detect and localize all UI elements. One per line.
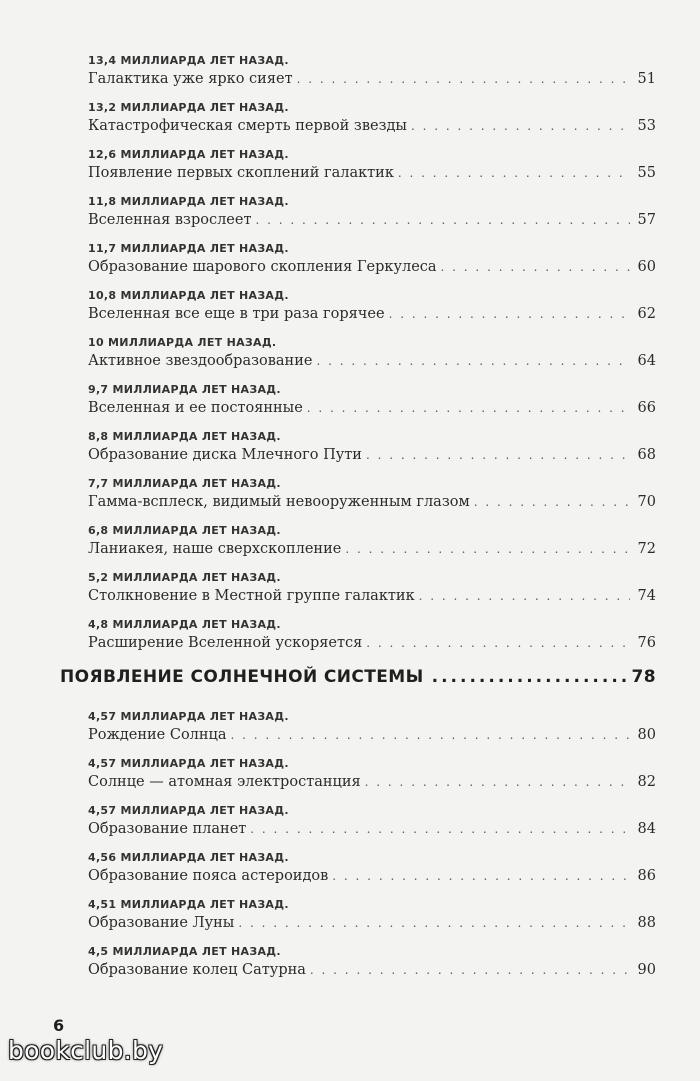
entry-page: 80 <box>637 727 656 743</box>
toc-entry[interactable] <box>88 336 656 383</box>
entry-page: 57 <box>637 212 656 228</box>
entry-era: 4,57 МИЛЛИАРДА ЛЕТ НАЗАД. <box>88 804 289 817</box>
entry-title: Гамма-всплеск, видимый невооруженным глазом <box>88 494 470 510</box>
entry-title: Рождение Солнца <box>88 727 227 743</box>
toc-entry[interactable] <box>88 618 656 665</box>
dot-leader <box>432 667 626 687</box>
entry-title: Вселенная все еще в три раза горячее <box>88 306 385 322</box>
entry-page: 90 <box>637 962 656 978</box>
dot-leader <box>366 445 630 465</box>
entry-page: 70 <box>637 494 656 510</box>
entry-page: 74 <box>637 588 656 604</box>
dot-leader <box>231 725 630 745</box>
entry-era: 6,8 МИЛЛИАРДА ЛЕТ НАЗАД. <box>88 524 281 537</box>
section-page: 78 <box>631 667 656 687</box>
entry-title: Галактика уже ярко сияет <box>88 71 293 87</box>
page-number: 6 <box>53 1016 65 1035</box>
toc-entry[interactable] <box>88 898 656 945</box>
entry-era: 4,5 МИЛЛИАРДА ЛЕТ НАЗАД. <box>88 945 281 958</box>
dot-leader <box>238 913 630 933</box>
entry-title: Образование планет <box>88 821 247 837</box>
entry-era: 4,8 МИЛЛИАРДА ЛЕТ НАЗАД. <box>88 618 281 631</box>
dot-leader <box>332 866 630 886</box>
entry-title: Образование колец Сатурна <box>88 962 306 978</box>
entry-title: Образование пояса астероидов <box>88 868 329 884</box>
toc-entry[interactable] <box>88 148 656 195</box>
dot-leader <box>316 351 630 371</box>
entry-title: Ланиакея, наше сверхскопление <box>88 541 342 557</box>
entry-title: Образование Луны <box>88 915 235 931</box>
entry-era: 12,6 МИЛЛИАРДА ЛЕТ НАЗАД. <box>88 148 289 161</box>
entry-era: 7,7 МИЛЛИАРДА ЛЕТ НАЗАД. <box>88 477 281 490</box>
dot-leader <box>307 398 630 418</box>
toc-list-top <box>88 54 656 665</box>
toc-entry[interactable] <box>88 804 656 851</box>
entry-era: 10,8 МИЛЛИАРДА ЛЕТ НАЗАД. <box>88 289 289 302</box>
entry-era: 10 МИЛЛИАРДА ЛЕТ НАЗАД. <box>88 336 277 349</box>
entry-title: Вселенная и ее постоянные <box>88 400 303 416</box>
entry-page: 51 <box>637 71 656 87</box>
toc-entry[interactable] <box>88 851 656 898</box>
toc-entry[interactable] <box>88 195 656 242</box>
entry-era: 4,57 МИЛЛИАРДА ЛЕТ НАЗАД. <box>88 710 289 723</box>
dot-leader <box>310 960 630 980</box>
dot-leader <box>250 819 630 839</box>
entry-title: Образование диска Млечного Пути <box>88 447 362 463</box>
entry-title: Столкновение в Местной группе галактик <box>88 588 415 604</box>
toc-list-bottom <box>88 710 656 992</box>
entry-title: Катастрофическая смерть первой звезды <box>88 118 407 134</box>
entry-page: 84 <box>637 821 656 837</box>
toc-entry[interactable] <box>88 101 656 148</box>
entry-title: Появление первых скоплений галактик <box>88 165 394 181</box>
toc-entry[interactable] <box>88 710 656 757</box>
section-heading[interactable] <box>60 667 656 687</box>
entry-page: 66 <box>637 400 656 416</box>
entry-page: 72 <box>637 541 656 557</box>
dot-leader <box>474 492 630 512</box>
dot-leader <box>255 210 630 230</box>
entry-title: Образование шарового скопления Геркулеса <box>88 259 437 275</box>
dot-leader <box>398 163 630 183</box>
entry-era: 11,7 МИЛЛИАРДА ЛЕТ НАЗАД. <box>88 242 289 255</box>
dot-leader <box>389 304 630 324</box>
entry-era: 13,2 МИЛЛИАРДА ЛЕТ НАЗАД. <box>88 101 289 114</box>
toc-entry[interactable] <box>88 945 656 992</box>
toc-entry[interactable] <box>88 430 656 477</box>
entry-page: 86 <box>637 868 656 884</box>
toc-entry[interactable] <box>88 383 656 430</box>
toc-entry[interactable] <box>88 524 656 571</box>
entry-era: 4,51 МИЛЛИАРДА ЛЕТ НАЗАД. <box>88 898 289 911</box>
dot-leader <box>345 539 630 559</box>
entry-era: 5,2 МИЛЛИАРДА ЛЕТ НАЗАД. <box>88 571 281 584</box>
section-title: ПОЯВЛЕНИЕ СОЛНЕЧНОЙ СИСТЕМЫ <box>60 667 424 687</box>
entry-title: Активное звездообразование <box>88 353 313 369</box>
dot-leader <box>419 586 630 606</box>
toc-entry[interactable] <box>88 242 656 289</box>
watermark: bookclub.by <box>8 1036 164 1065</box>
entry-page: 64 <box>637 353 656 369</box>
entry-page: 53 <box>637 118 656 134</box>
entry-era: 13,4 МИЛЛИАРДА ЛЕТ НАЗАД. <box>88 54 289 67</box>
dot-leader <box>411 116 630 136</box>
entry-page: 88 <box>637 915 656 931</box>
entry-title: Расширение Вселенной ускоряется <box>88 635 363 651</box>
entry-era: 4,56 МИЛЛИАРДА ЛЕТ НАЗАД. <box>88 851 289 864</box>
entry-era: 8,8 МИЛЛИАРДА ЛЕТ НАЗАД. <box>88 430 281 443</box>
toc-entry[interactable] <box>88 477 656 524</box>
toc-entry[interactable] <box>88 289 656 336</box>
entry-page: 82 <box>637 774 656 790</box>
entry-page: 76 <box>637 635 656 651</box>
entry-page: 60 <box>637 259 656 275</box>
entry-era: 4,57 МИЛЛИАРДА ЛЕТ НАЗАД. <box>88 757 289 770</box>
toc-entry[interactable] <box>88 571 656 618</box>
toc-entry[interactable] <box>88 757 656 804</box>
entry-era: 11,8 МИЛЛИАРДА ЛЕТ НАЗАД. <box>88 195 289 208</box>
toc-entry[interactable] <box>88 54 656 101</box>
dot-leader <box>366 633 630 653</box>
dot-leader <box>441 257 630 277</box>
entry-era: 9,7 МИЛЛИАРДА ЛЕТ НАЗАД. <box>88 383 281 396</box>
dot-leader <box>365 772 630 792</box>
entry-page: 68 <box>637 447 656 463</box>
entry-page: 55 <box>637 165 656 181</box>
entry-title: Вселенная взрослеет <box>88 212 252 228</box>
entry-page: 62 <box>637 306 656 322</box>
dot-leader <box>297 69 630 89</box>
entry-title: Солнце — атомная электростанция <box>88 774 361 790</box>
